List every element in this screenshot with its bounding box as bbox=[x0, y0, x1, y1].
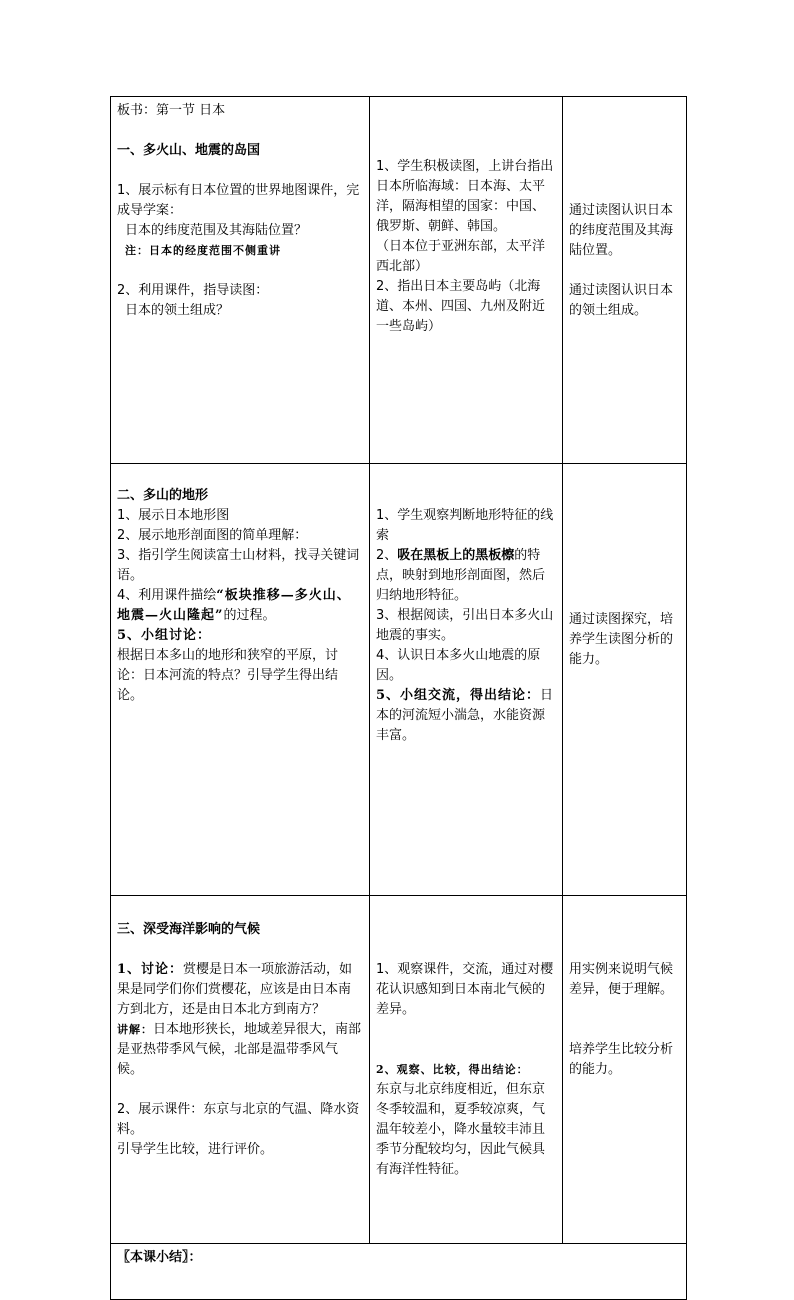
student-step: 2、指出日本主要岛屿（北海道、本州、四国、九州及附近一些岛屿） bbox=[376, 279, 546, 334]
board-title: 板书：第一节 日本 bbox=[117, 103, 226, 118]
student-step: 5、小组交流，得出结论：日本的河流短小湍急，水能资源丰富。 bbox=[376, 688, 554, 743]
student-step: （日本位于亚洲东部，太平洋西北部） bbox=[376, 239, 546, 274]
purpose-text: 培养学生比较分析的能力。 bbox=[569, 1042, 674, 1077]
section-heading: 二、多山的地形 bbox=[117, 488, 209, 503]
group-discussion-label: 5、小组讨论： bbox=[117, 628, 212, 643]
purpose-cell bbox=[563, 97, 687, 464]
table-row bbox=[111, 1244, 687, 1300]
emphasis-text: 吸在黑板上的黑板檫 bbox=[397, 548, 515, 563]
section-heading: 一、多火山、地震的岛国 bbox=[117, 143, 261, 158]
teacher-step: 2、利用课件，指导读图： bbox=[117, 283, 269, 298]
table-row bbox=[111, 464, 687, 896]
student-step: 1、观察课件，交流，通过对樱花认识感知到日本南北气候的差异。 bbox=[376, 962, 554, 1017]
table-row bbox=[111, 896, 687, 1244]
teacher-step: 1、讨论：赏樱是日本一项旅游活动，如果是同学们你们赏樱花，应该是由日本南方到北方，还是由日本北方到南方？ bbox=[117, 962, 353, 1017]
teacher-activity-cell bbox=[111, 896, 370, 1244]
purpose-cell bbox=[563, 896, 687, 1244]
student-activity-cell bbox=[370, 896, 563, 1244]
student-step: 4、认识日本多火山地震的原因。 bbox=[376, 648, 541, 683]
teacher-step: 2、展示课件：东京与北京的气温、降水资料。 bbox=[117, 1102, 360, 1137]
teacher-step: 日本的领土组成？ bbox=[125, 303, 230, 318]
teacher-note: 注：日本的经度范围不侧重讲 bbox=[125, 244, 281, 257]
student-activity-cell bbox=[370, 464, 563, 896]
purpose-text: 通过读图认识日本的纬度范围及其海陆位置。 bbox=[569, 203, 674, 258]
teacher-step: 引导学生比较，进行评价。 bbox=[117, 1142, 274, 1157]
student-step: 1、学生积极读图，上讲台指出日本所临海域：日本海、太平洋，隔海相望的国家：中国、俄罗斯、朝鲜、韩国。 bbox=[376, 159, 554, 234]
lesson-summary-label: 〖本课小结〗： bbox=[117, 1250, 202, 1265]
teacher-activity-cell bbox=[111, 464, 370, 896]
student-step: 1、学生观察判断地形特征的线索 bbox=[376, 508, 554, 543]
teacher-step: 1、展示日本地形图 bbox=[117, 508, 230, 523]
teacher-activity-cell bbox=[111, 97, 370, 464]
section-heading: 三、深受海洋影响的气候 bbox=[117, 922, 261, 937]
purpose-cell bbox=[563, 464, 687, 896]
teacher-step: 1、展示标有日本位置的世界地图课件，完成导学案： bbox=[117, 183, 360, 218]
lesson-plan-table bbox=[110, 96, 687, 1300]
teacher-step: 4、利用课件描绘“板块推移—多火山、地震—火山隆起”的过程。 bbox=[117, 588, 351, 623]
table-row bbox=[111, 97, 687, 464]
teacher-step: 3、指引学生阅读富士山材料，找寻关键词语。 bbox=[117, 548, 360, 583]
teacher-step: 根据日本多山的地形和狭窄的平原，讨论：日本河流的特点？引导学生得出结论。 bbox=[117, 648, 339, 703]
student-step: 2、吸在黑板上的黑板檫的特点，映射到地形剖面图，然后归纳地形特征。 bbox=[376, 548, 546, 603]
teacher-step: 讲解：日本地形狭长，地域差异很大，南部是亚热带季风气候，北部是温带季风气候。 bbox=[117, 1022, 362, 1077]
student-step: 3、根据阅读，引出日本多火山地震的事实。 bbox=[376, 608, 554, 643]
purpose-text: 通过读图认识日本的领土组成。 bbox=[569, 283, 674, 318]
summary-cell bbox=[111, 1244, 687, 1300]
student-step-label: 2、观察、比较，得出结论： bbox=[376, 1063, 529, 1076]
student-activity-cell bbox=[370, 97, 563, 464]
student-step: 东京与北京纬度相近，但东京冬季较温和，夏季较凉爽，气温年较差小，降水量较丰沛且季节分配较均匀，因此气候具有海洋性特征。 bbox=[376, 1082, 546, 1177]
emphasis-text: “板块推移—多火山、地震—火山隆起” bbox=[117, 588, 351, 623]
purpose-text: 用实例来说明气候差异，便于理解。 bbox=[569, 962, 674, 997]
teacher-step: 2、展示地形剖面图的简单理解： bbox=[117, 528, 308, 543]
teacher-step: 日本的纬度范围及其海陆位置？ bbox=[125, 223, 308, 238]
purpose-text: 通过读图探究，培养学生读图分析的能力。 bbox=[569, 612, 674, 667]
